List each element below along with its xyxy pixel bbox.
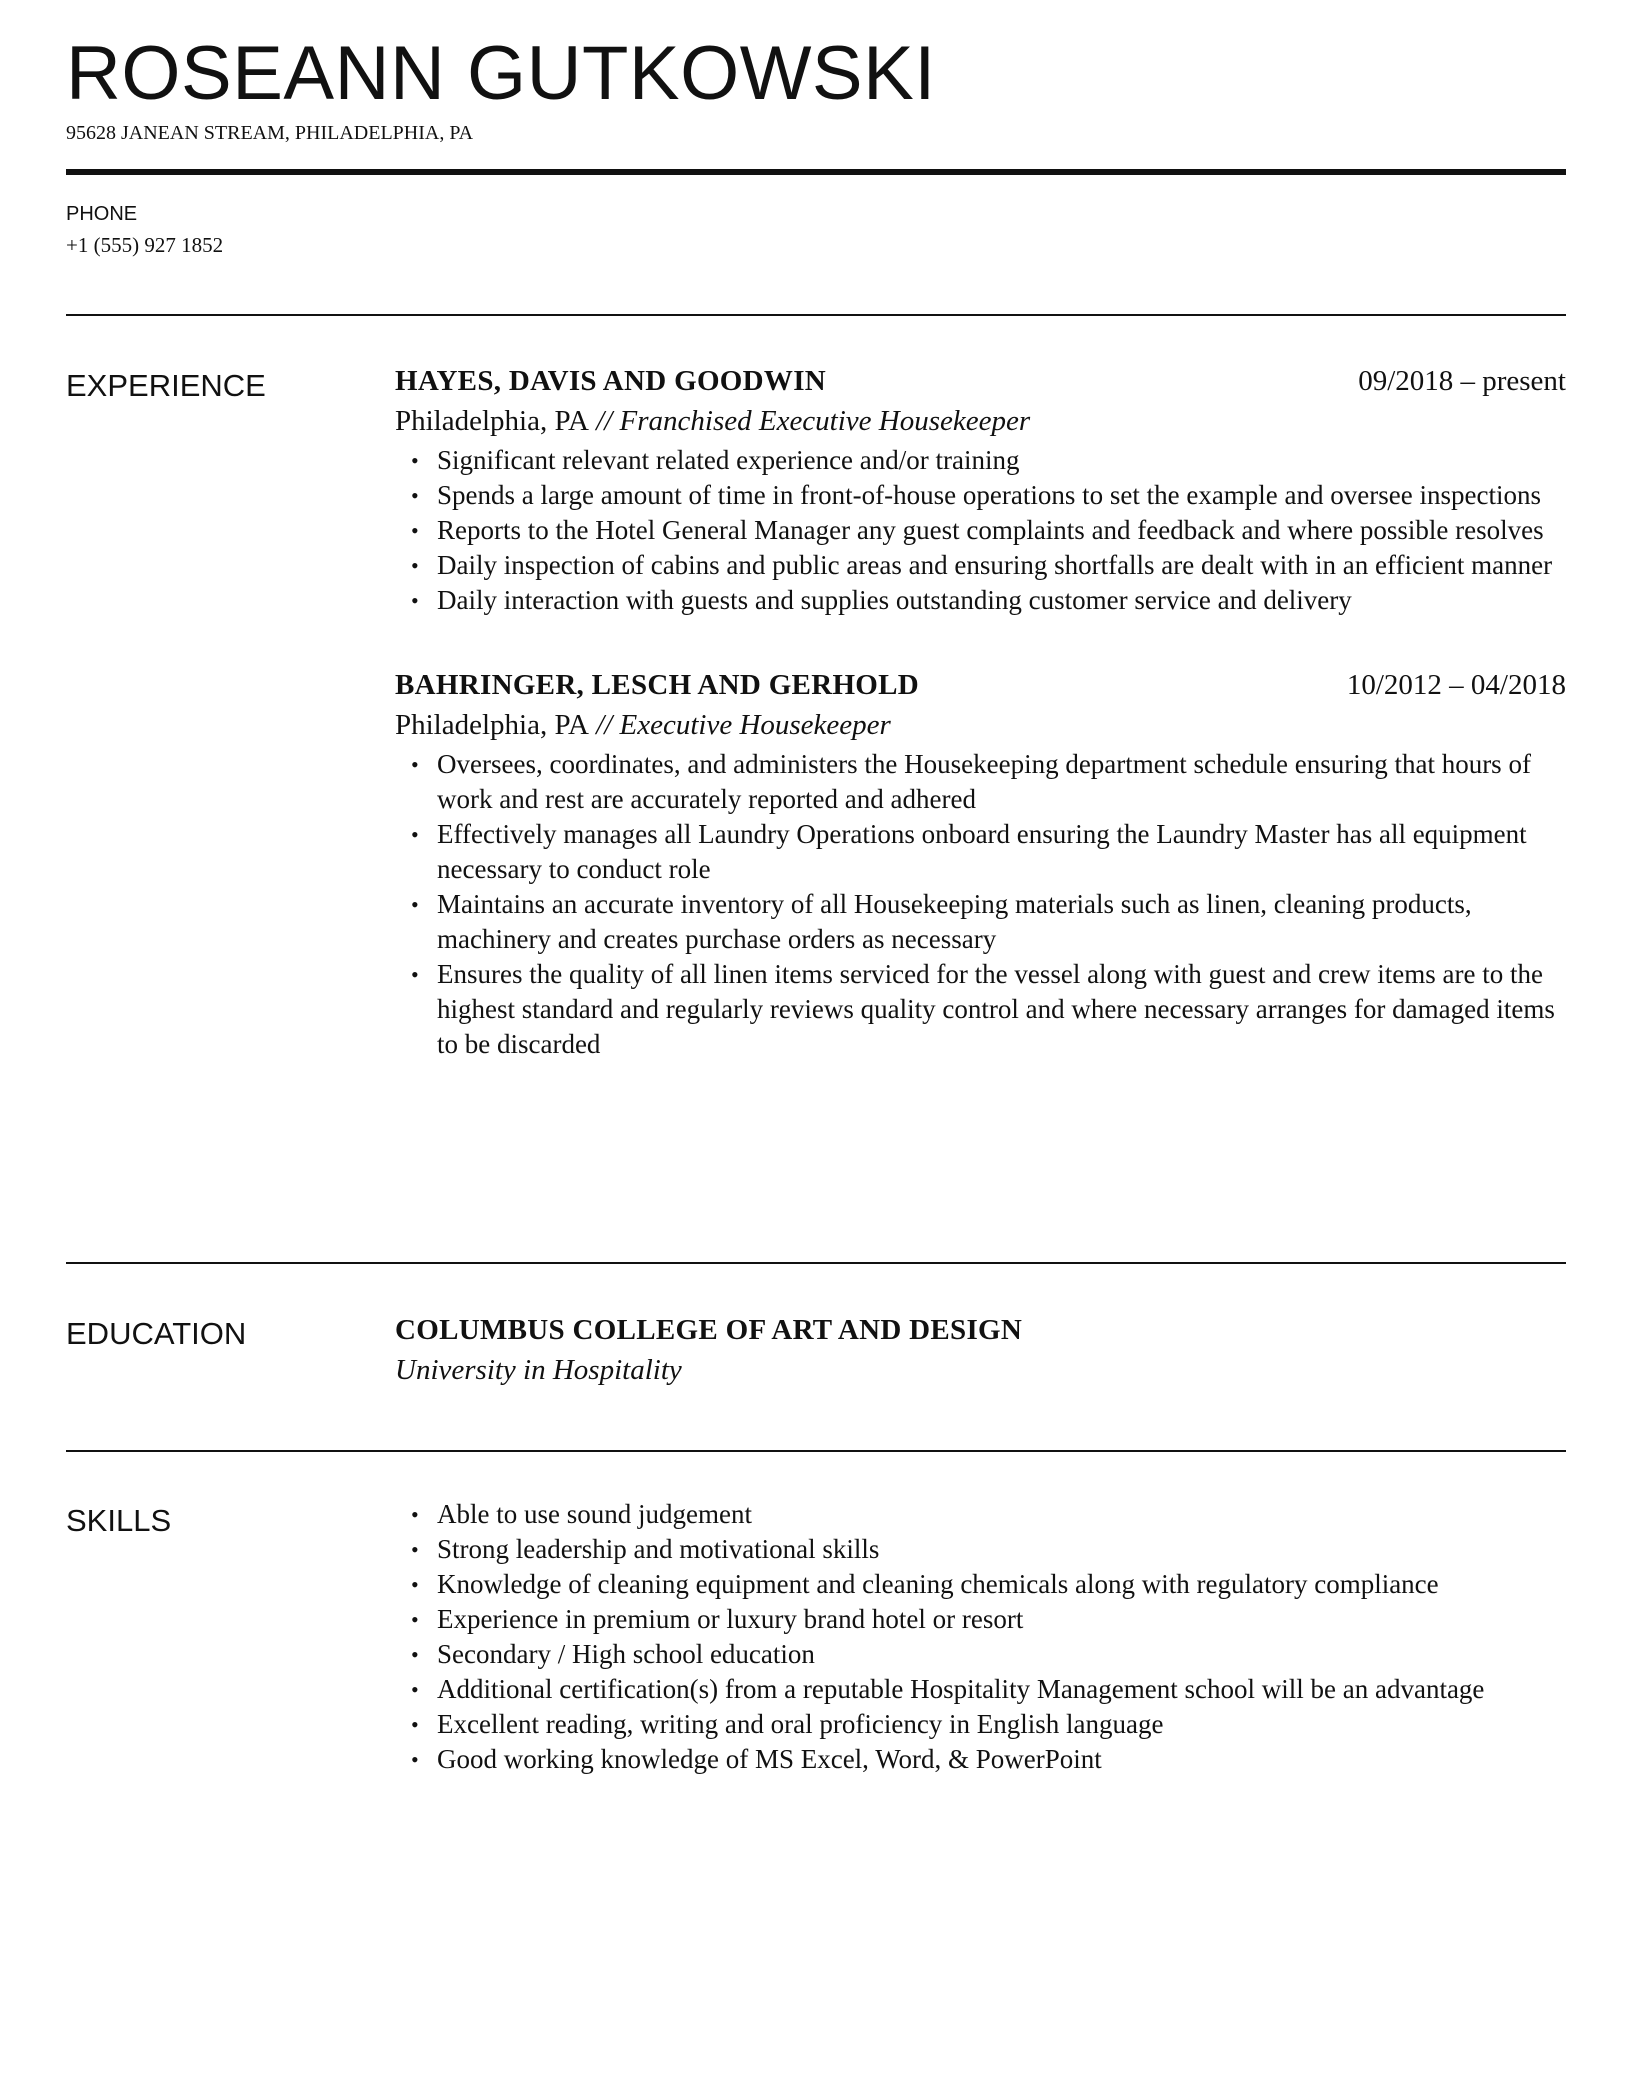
job-duty-item: • Effectively manages all Laundry Operations onboard ensuring the Laundry Master has all equipment necessary to conduct role [437, 817, 1566, 887]
skill-item: • Additional certification(s) from a reputable Hospitality Management school will be an advantage [437, 1672, 1566, 1707]
phone-number: +1 (555) 927 1852 [66, 233, 224, 257]
job-title: Executive Housekeeper [619, 709, 891, 741]
section-divider [66, 1450, 1566, 1452]
header-divider [66, 169, 1566, 175]
job-duty-item: • Maintains an accurate inventory of all Housekeeping materials such as linen, cleaning products, machinery and creates purchase orders as necessary [437, 887, 1566, 957]
skills-section-title: SKILLS [66, 1503, 172, 1538]
job-dates: 10/2012 – 04/2018 [1346, 669, 1566, 701]
job-entry [395, 665, 1566, 1062]
candidate-name: ROSEANN GUTKOWSKI [66, 31, 936, 116]
job-duty-item: • Ensures the quality of all linen items serviced for the vessel along with guest and crew items are to the highest standard and regularly reviews quality control and where necessary arranges for damaged items to be discarded [437, 957, 1566, 1062]
section-divider [66, 1262, 1566, 1264]
education-section-title: EDUCATION [66, 1316, 247, 1351]
job-duties [395, 443, 1566, 618]
skills-entry [395, 1497, 1566, 1777]
job-location: Philadelphia, PA [395, 405, 589, 437]
role-separator: // [588, 405, 620, 437]
skill-item: • Good working knowledge of MS Excel, Word, & PowerPoint [437, 1742, 1566, 1777]
job-role-line [395, 401, 1566, 441]
job-duty-item: • Reports to the Hotel General Manager any guest complaints and feedback and where possible resolves [437, 513, 1566, 548]
company-name: BAHRINGER, LESCH AND GERHOLD [395, 669, 920, 701]
job-role-line [395, 705, 1566, 745]
job-duties [395, 747, 1566, 1062]
skill-item: • Able to use sound judgement [437, 1497, 1566, 1532]
job-header [395, 665, 1566, 705]
phone-label: PHONE [66, 203, 138, 225]
job-duty-item: • Daily inspection of cabins and public areas and ensuring shortfalls are dealt with in an efficient manner [437, 548, 1566, 583]
job-duty-item: • Significant relevant related experience and/or training [437, 443, 1566, 478]
skill-item: • Excellent reading, writing and oral proficiency in English language [437, 1707, 1566, 1742]
experience-section-title: EXPERIENCE [66, 368, 266, 403]
job-duty-item: • Daily interaction with guests and supplies outstanding customer service and delivery [437, 583, 1566, 618]
candidate-address: 95628 JANEAN STREAM, PHILADELPHIA, PA [66, 122, 474, 144]
degree: University in Hospitality [395, 1354, 682, 1386]
experience-list [395, 361, 1566, 1062]
skill-item: • Knowledge of cleaning equipment and cleaning chemicals along with regulatory compliance [437, 1567, 1566, 1602]
skill-item: • Experience in premium or luxury brand hotel or resort [437, 1602, 1566, 1637]
job-dates: 09/2018 – present [1358, 365, 1566, 397]
job-duty-item: • Spends a large amount of time in front-of-house operations to set the example and oversee inspections [437, 478, 1566, 513]
job-entry [395, 361, 1566, 618]
skill-item: • Strong leadership and motivational skills [437, 1532, 1566, 1567]
section-divider [66, 314, 1566, 316]
job-title: Franchised Executive Housekeeper [619, 405, 1031, 437]
school-name: COLUMBUS COLLEGE OF ART AND DESIGN [395, 1314, 1023, 1346]
role-separator: // [588, 709, 620, 741]
job-header [395, 361, 1566, 401]
skills-list [395, 1497, 1566, 1777]
job-location: Philadelphia, PA [395, 709, 589, 741]
skill-item: • Secondary / High school education [437, 1637, 1566, 1672]
education-entry [395, 1310, 1566, 1390]
job-duty-item: • Oversees, coordinates, and administers the Housekeeping department schedule ensuring that hours of work and rest are accurately reported and adhered [437, 747, 1566, 817]
company-name: HAYES, DAVIS AND GOODWIN [395, 365, 827, 397]
